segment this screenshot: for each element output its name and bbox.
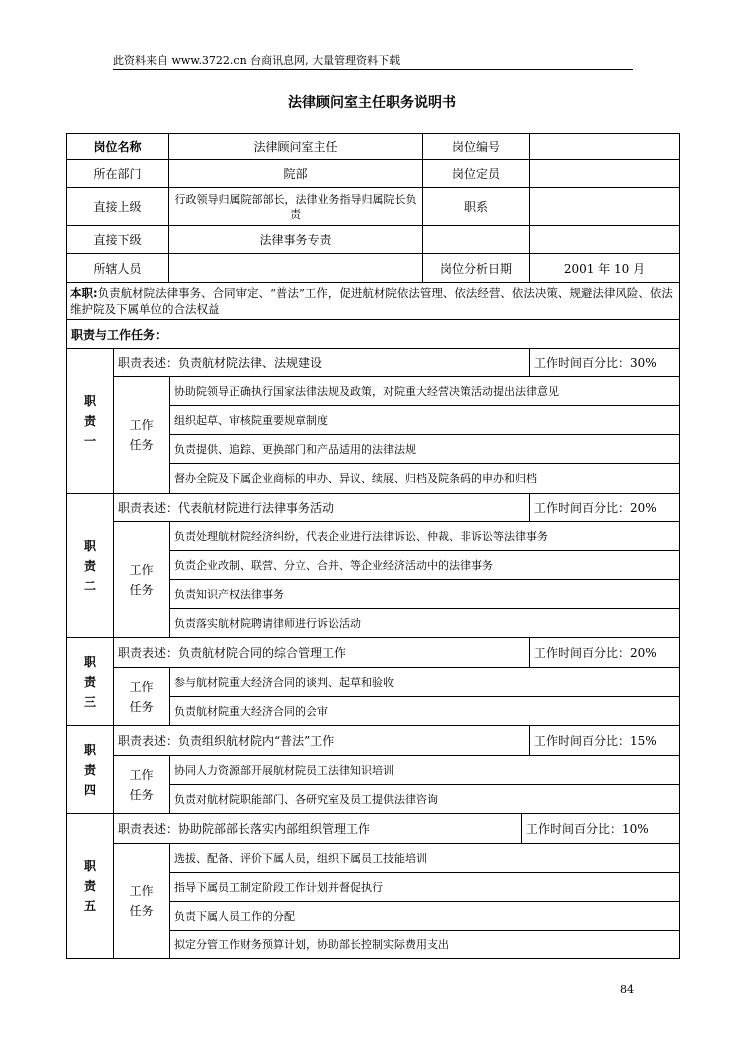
task-item: 指导下属员工制定阶段工作计划并督促执行 — [169, 872, 680, 902]
document-title: 法律顾问室主任职务说明书 — [288, 95, 456, 111]
task-label: 工作任务 — [113, 755, 170, 814]
quota-label: 岗位定员 — [422, 159, 530, 188]
pos-name-value: 法律顾问室主任 — [168, 133, 423, 160]
duty-label: 职责三 — [66, 637, 114, 726]
subordinate-label: 直接下级 — [66, 225, 169, 254]
task-item: 负责下属人员工作的分配 — [169, 901, 680, 931]
task-item: 负责对航材院职能部门、各研究室及员工提供法律咨询 — [169, 784, 680, 814]
source-note: 此资料来自 www.3722.cn 台商讯息网, 大量管理资料下载 — [113, 54, 401, 67]
task-item: 负责知识产权法律事务 — [169, 579, 680, 609]
summary-row — [66, 282, 680, 320]
duty-statement: 职责表述：负责航材院合同的综合管理工作 — [113, 637, 530, 668]
task-item: 负责航材院重大经济合同的会审 — [169, 696, 680, 726]
superior-value: 行政领导归属院部部长，法律业务指导归属院长负责 — [168, 187, 423, 226]
staff-label: 所辖人员 — [66, 253, 169, 283]
duty-time: 工作时间百分比：20% — [529, 493, 680, 522]
relation-label: 职系 — [422, 187, 530, 226]
duty-label: 职责四 — [66, 725, 114, 814]
quota-value — [529, 159, 680, 188]
task-label: 工作任务 — [113, 376, 170, 494]
page-number: 84 — [620, 983, 634, 996]
duty-statement: 职责表述：负责组织航材院内“普法”工作 — [113, 725, 530, 756]
duty-label: 职责一 — [66, 348, 114, 494]
task-item: 督办全院及下属企业商标的申办、异议、续展、归档及院条码的申办和归档 — [169, 463, 680, 494]
staff-value — [168, 253, 423, 283]
task-item: 组织起草、审核院重要规章制度 — [169, 405, 680, 435]
duty-label: 职责二 — [66, 493, 114, 638]
duty-statement: 职责表述：代表航材院进行法律事务活动 — [113, 493, 530, 522]
subordinate-value: 法律事务专责 — [168, 225, 423, 254]
task-item: 选拔、配备、评价下属人员，组织下属员工技能培训 — [169, 843, 680, 873]
superior-label: 直接上级 — [66, 187, 169, 226]
dept-label: 所在部门 — [66, 159, 169, 188]
pos-name-label: 岗位名称 — [66, 133, 169, 160]
blank-cell — [422, 225, 530, 254]
summary-label: 本职: — [70, 286, 98, 300]
summary-text: 负责航材院法律事务、合同审定、“普法”工作，促进航材院依法管理、依法经营、依法决策、规避法律风险、依法维护院及下属单位的合法权益 — [70, 286, 673, 316]
task-item: 负责提供、追踪、更换部门和产品适用的法律法规 — [169, 434, 680, 464]
task-item: 负责处理航材院经济纠纷，代表企业进行法律诉讼、仲裁、非诉讼等法律事务 — [169, 521, 680, 551]
duty-time: 工作时间百分比：20% — [529, 637, 680, 668]
task-item: 协助院领导正确执行国家法律法规及政策，对院重大经营决策活动提出法律意见 — [169, 376, 680, 406]
task-item: 参与航材院重大经济合同的谈判、起草和验收 — [169, 667, 680, 697]
relation-value — [529, 187, 680, 226]
duty-time: 工作时间百分比：15% — [529, 725, 680, 756]
header-rule — [113, 69, 633, 70]
task-label: 工作任务 — [113, 843, 170, 959]
duty-statement: 职责表述：协助院部部长落实内部组织管理工作 — [113, 813, 522, 844]
pos-no-label: 岗位编号 — [422, 133, 530, 160]
duty-time: 工作时间百分比：30% — [529, 348, 680, 377]
task-item: 负责落实航材院聘请律师进行诉讼活动 — [169, 608, 680, 638]
task-item: 拟定分管工作财务预算计划，协助部长控制实际费用支出 — [169, 930, 680, 959]
task-item: 协同人力资源部开展航材院员工法律知识培训 — [169, 755, 680, 785]
pos-no-value — [529, 133, 680, 160]
duties-header: 职责与工作任务： — [66, 319, 680, 349]
task-label: 工作任务 — [113, 521, 170, 638]
date-label: 岗位分析日期 — [422, 253, 530, 283]
duty-statement: 职责表述：负责航材院法律、法规建设 — [113, 348, 530, 377]
dept-value: 院部 — [168, 159, 423, 188]
blank-cell — [529, 225, 680, 254]
date-value: 2001 年 10 月 — [529, 253, 680, 283]
task-label: 工作任务 — [113, 667, 170, 726]
task-item: 负责企业改制、联营、分立、合并、等企业经济活动中的法律事务 — [169, 550, 680, 580]
duty-time: 工作时间百分比：10% — [521, 813, 680, 844]
duty-label: 职责五 — [66, 813, 114, 959]
